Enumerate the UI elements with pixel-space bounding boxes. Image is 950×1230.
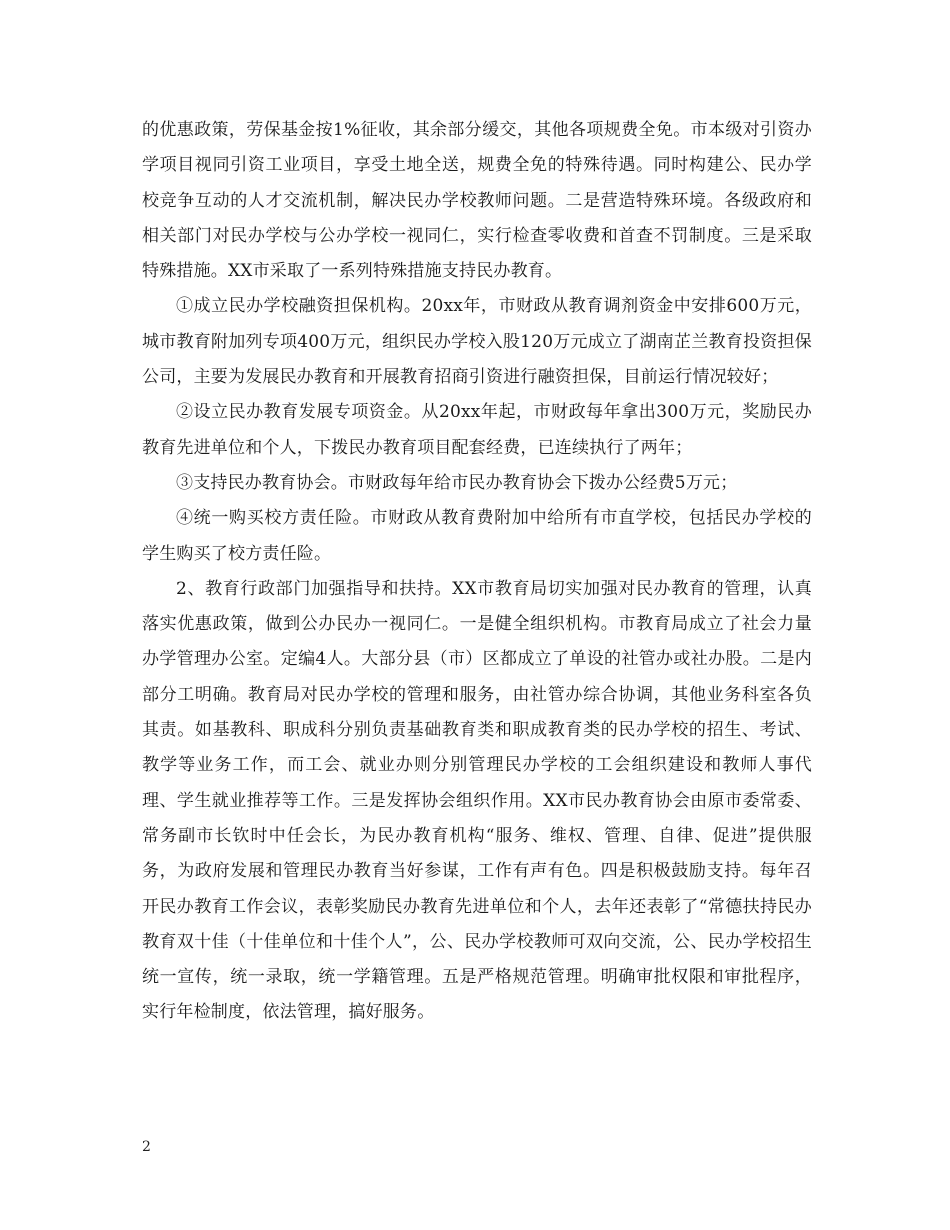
page-number: 2 (142, 1139, 151, 1155)
paragraph-6: 2、教育行政部门加强指导和扶持。XX市教育局切实加强对民办教育的管理，认真落实优惠政策，做到公办民办一视同仁。一是健全组织机构。市教育局成立了社会力量办学管理办公室。定编4人。大部分县（市）区都成立了单设的社管办或社办股。二是内部分工明确。教育局对民办学校的管理和服务，由社管办综合协调，其他业务科室各负其责。如基教科、职成科分别负责基础教育类和职成教育类的民办学校的招生、考试、教学等业务工作，而工会、就业办则分别管理民办学校的工会组织建设和教师人事代理、学生就业推荐等工作。三是发挥协会组织作用。XX市民办教育协会由原市委常委、常务副市长钦时中任会长，为民办教育机构“服务、维权、管理、自律、促进”提供服务，为政府发展和管理民办教育当好参谋，工作有声有色。四是积极鼓励支持。每年召开民办教育工作会议，表彰奖励民办教育先进单位和个人，去年还表彰了“常德扶持民办教育双十佳（十佳单位和十佳个人”，公、民办学校教师可双向交流，公、民办学校招生统一宣传，统一录取，统一学籍管理。五是严格规范管理。明确审批权限和审批程序，实行年检制度，依法管理，搞好服务。 (142, 578, 812, 1023)
paragraph-5: ④统一购买校方责任险。市财政从教育费附加中给所有市直学校，包括民办学校的学生购买了校方责任险。 (142, 508, 812, 564)
paragraph-2: ①成立民办学校融资担保机构。20xx年，市财政从教育调剂资金中安排600万元，城市教育附加列专项400万元，组织民办学校入股120万元成立了湖南芷兰教育投资担保公司，主要为发展民办教育和开展教育招商引资进行融资担保，目前运行情况较好； (142, 296, 812, 388)
document-body (142, 113, 812, 1031)
paragraph-4: ③支持民办教育协会。市财政每年给市民办教育协会下拨办公经费5万元； (176, 472, 738, 493)
paragraph-1: 的优惠政策，劳保基金按1%征收，其余部分缓交，其他各项规费全免。市本级对引资办学项目视同引资工业项目，享受土地全送，规费全免的特殊待遇。同时构建公、民办学校竞争互动的人才交流机制，解决民办学校教师问题。二是营造特殊环境。各级政府和相关部门对民办学校与公办学校一视同仁，实行检查零收费和首查不罚制度。三是采取特殊措施。XX市采取了一系列特殊措施支持民办教育。 (142, 120, 812, 282)
paragraph-3: ②设立民办教育发展专项资金。从20xx年起，市财政每年拿出300万元，奖励民办教育先进单位和个人，下拨民办教育项目配套经费，已连续执行了两年； (142, 402, 812, 458)
